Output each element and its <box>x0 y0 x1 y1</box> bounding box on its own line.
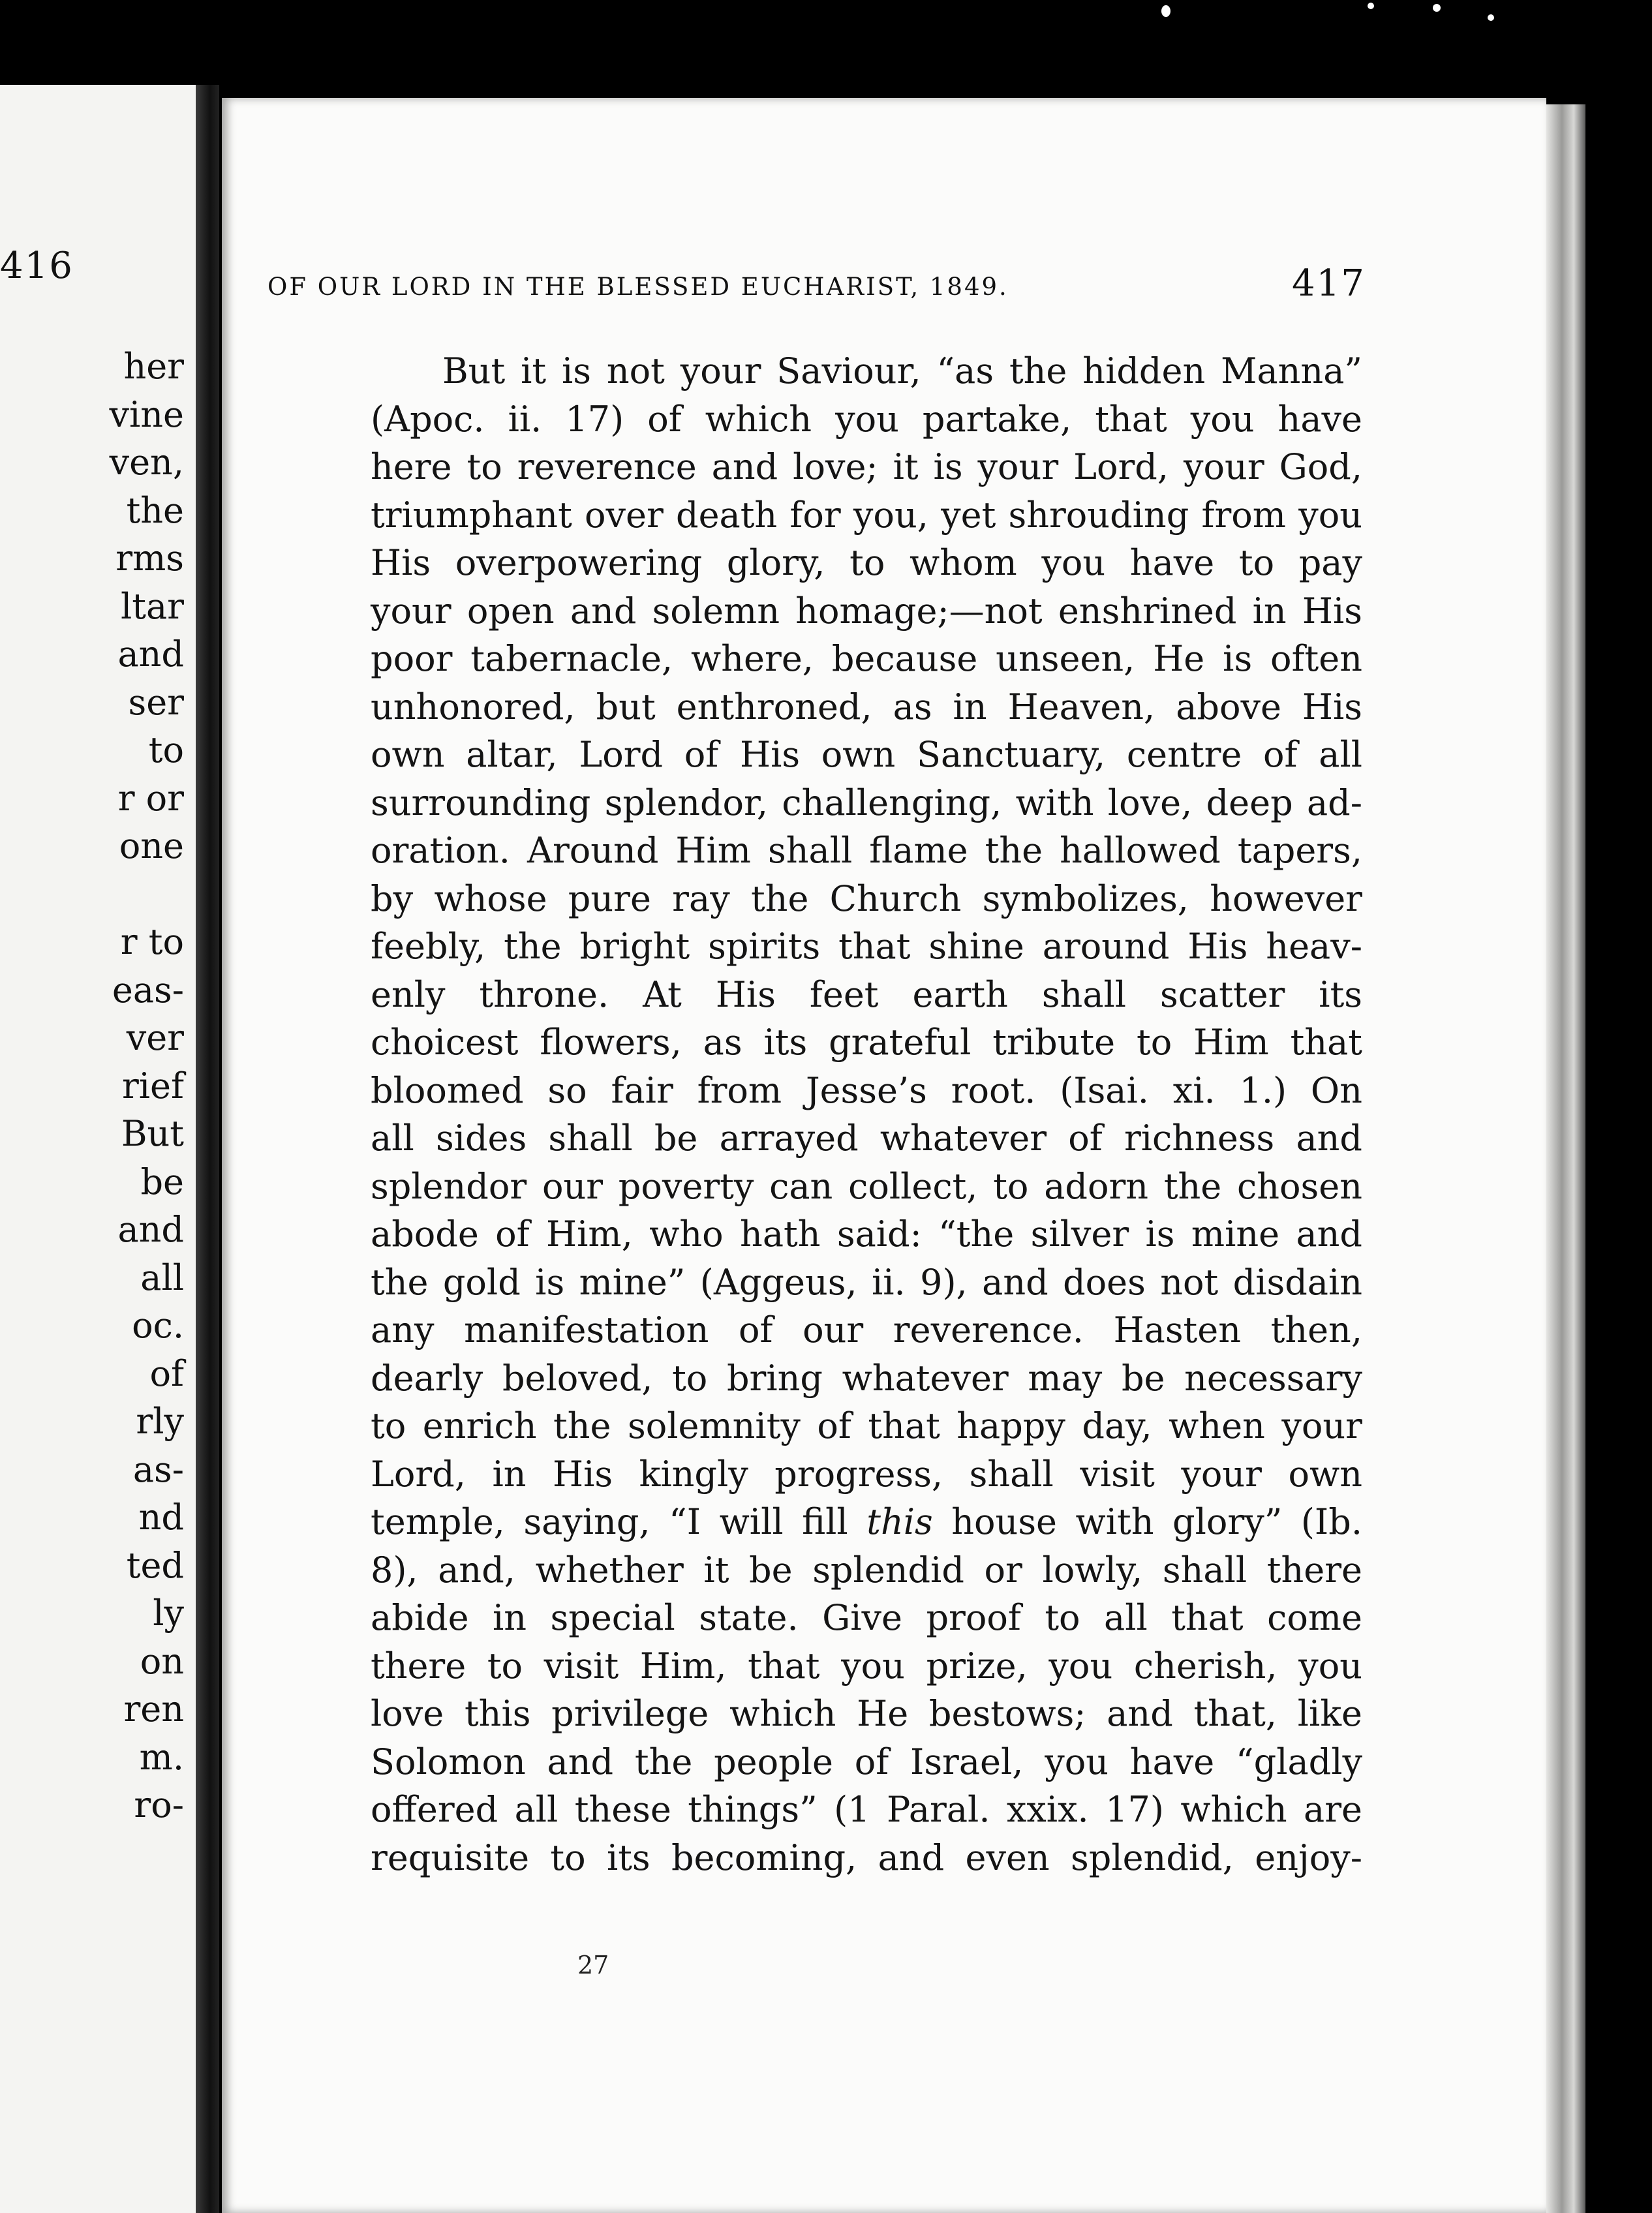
text-line: His overpowering glory, to whom you have to pay <box>371 542 1362 583</box>
text-line: feebly, the bright spirits that shine around His heav- <box>371 926 1362 967</box>
text-line: abide in special state. Give proof to all that come <box>371 1597 1362 1638</box>
left-page-fragment: ro- <box>134 1784 184 1825</box>
text-line: the gold is mine” (Aggeus, ii. 9), and does not disdain <box>371 1261 1362 1303</box>
text-line: love this privilege which He bestows; and that, like <box>371 1693 1362 1734</box>
left-page-fragment: on <box>140 1640 184 1682</box>
left-page-fragment: and <box>117 1209 184 1250</box>
left-page-fragment: r to <box>120 921 184 962</box>
text-line: temple, saying, “I will fill this house with glory” (Ib. <box>371 1501 1362 1542</box>
left-page-fragment: one <box>119 825 184 866</box>
left-page-fragment: the <box>126 489 184 531</box>
text-line: choicest flowers, as its grateful tribute to Him that <box>371 1022 1362 1063</box>
text-line: offered all these things” (1 Paral. xxix. 17) which are <box>371 1789 1362 1830</box>
left-page <box>0 85 196 2213</box>
running-head: OF OUR LORD IN THE BLESSED EUCHARIST, 1849. <box>268 273 1009 301</box>
left-page-fragment: rly <box>136 1401 184 1442</box>
text-line: requisite to its becoming, and even splendid, enjoy- <box>371 1837 1362 1878</box>
text-line: there to visit Him, that you prize, you cherish, you <box>371 1645 1362 1686</box>
text-line: 8), and, whether it be splendid or lowly, shall there <box>371 1549 1362 1591</box>
text-line: Lord, in His kingly progress, shall visit your own <box>371 1453 1362 1495</box>
left-page-fragment: and <box>117 633 184 675</box>
text-line: unhonored, but enthroned, as in Heaven, above His <box>371 686 1362 727</box>
text-line: enly throne. At His feet earth shall scatter its <box>371 973 1362 1015</box>
text-line: surrounding splendor, challenging, with love, deep ad- <box>371 782 1362 823</box>
left-page-fragment: m. <box>139 1736 184 1778</box>
left-page-fragment: to <box>148 729 184 771</box>
signature-mark: 27 <box>577 1951 609 1979</box>
left-page-fragment: rief <box>121 1065 184 1106</box>
text-line: your open and solemn homage;—not enshrined in His <box>371 590 1362 632</box>
text-line: oration. Around Him shall flame the hallowed tapers, <box>371 830 1362 871</box>
left-page-fragment: eas- <box>112 969 184 1011</box>
text-line: to enrich the solemnity of that happy day, when your <box>371 1405 1362 1446</box>
left-page-fragment: r or <box>117 777 184 819</box>
text-line: all sides shall be arrayed whatever of richness and <box>371 1118 1362 1159</box>
page-edge <box>1546 104 1585 2213</box>
left-page-fragment: ren <box>123 1688 184 1730</box>
text-line: here to reverence and love; it is your Lord, your God, <box>371 446 1362 487</box>
left-page-fragment: of <box>149 1352 184 1394</box>
left-page-fragment: ven, <box>109 442 184 483</box>
page-number: 417 <box>1292 262 1366 305</box>
text-line: triumphant over death for you, yet shrouding from you <box>371 494 1362 536</box>
text-line: by whose pure ray the Church symbolizes, however <box>371 878 1362 919</box>
text-line: abode of Him, who hath said: “the silver is mine and <box>371 1213 1362 1255</box>
body-text <box>371 347 1362 1882</box>
left-page-fragment: vine <box>109 393 184 435</box>
text-line: any manifestation of our reverence. Hasten then, <box>371 1309 1362 1351</box>
left-page-fragment: rms <box>115 538 184 579</box>
left-page-fragment: her <box>123 346 184 387</box>
text-line: (Apoc. ii. 17) of which you partake, that you have <box>371 398 1362 440</box>
text-line: Solomon and the people of Israel, you have “gladly <box>371 1741 1362 1782</box>
left-page-fragment: But <box>121 1113 184 1154</box>
text-line: bloomed so fair from Jesse’s root. (Isai. xi. 1.) On <box>371 1069 1362 1111</box>
book-gutter <box>196 85 219 2213</box>
left-page-fragment: ser <box>128 681 184 723</box>
text-line: dearly beloved, to bring whatever may be necessary <box>371 1357 1362 1399</box>
left-page-fragment: be <box>140 1161 184 1202</box>
left-page-fragment: ver <box>126 1017 184 1058</box>
left-page-number: 416 <box>0 245 74 287</box>
left-page-fragment: ted <box>126 1544 184 1586</box>
left-page-fragment: oc. <box>132 1305 184 1346</box>
italic-word: this <box>866 1501 933 1542</box>
left-page-fragment: ly <box>153 1593 184 1634</box>
left-page-fragment: as- <box>132 1448 184 1490</box>
text-line: poor tabernacle, where, because unseen, He is often <box>371 638 1362 679</box>
left-page-fragment: nd <box>138 1497 184 1538</box>
text-line: own altar, Lord of His own Sanctuary, centre of all <box>371 734 1362 775</box>
left-page-fragment: all <box>140 1257 184 1298</box>
text-line: splendor our poverty can collect, to adorn the chosen <box>371 1165 1362 1207</box>
text-line: But it is not your Saviour, “as the hidden Manna” <box>442 350 1362 391</box>
left-page-fragment: ltar <box>121 585 184 627</box>
